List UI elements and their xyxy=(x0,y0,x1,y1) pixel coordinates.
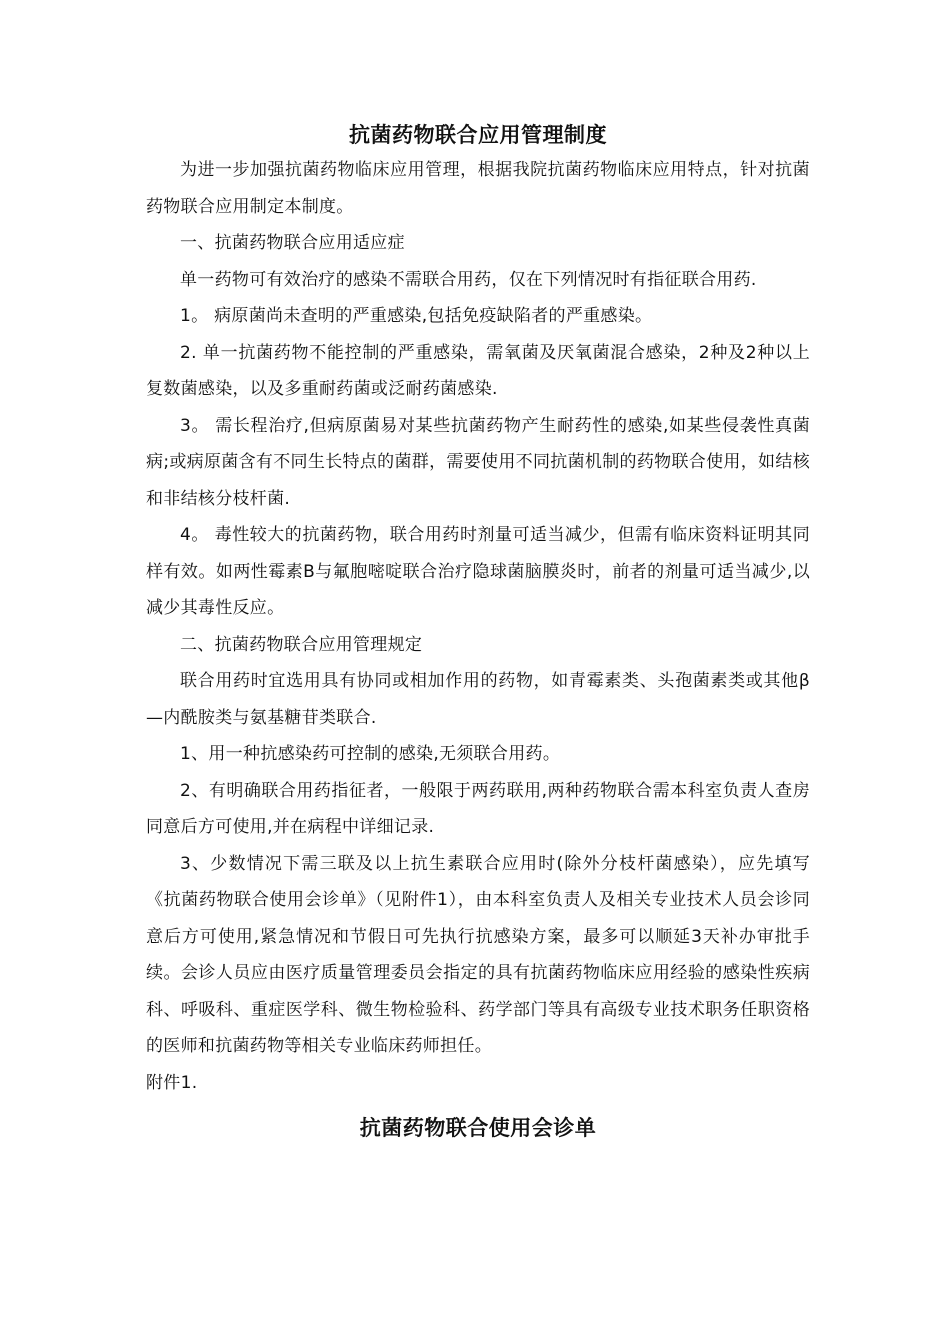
section-heading-regulations: 二、抗菌药物联合应用管理规定 xyxy=(180,634,423,655)
list-item-4: 4。 毒性较大的抗菌药物，联合用药时剂量可适当减少，但需有临床资料证明其同样有效。如两性霉素B与氟胞嘧啶联合治疗隐球菌脑膜炎时，前者的剂量可适当减少,以减少其毒性反应。 xyxy=(146,525,810,618)
list-item-2: 2. 单一抗菌药物不能控制的严重感染，需氧菌及厌氧菌混合感染，2种及2种以上复数菌感染，以及多重耐药菌或泛耐药菌感染. xyxy=(146,342,810,399)
rule-item-1: 1、用一种抗感染药可控制的感染,无须联合用药。 xyxy=(180,744,561,764)
paragraph-single-drug: 单一药物可有效治疗的感染不需联合用药，仅在下列情况时有指征联合用药. xyxy=(180,269,757,290)
section-heading-indications: 一、抗菌药物联合应用适应症 xyxy=(180,233,405,253)
attachment-label: 附件1. xyxy=(146,1072,198,1093)
document-page xyxy=(146,118,810,1145)
paragraph-combination: 联合用药时宜选用具有协同或相加作用的药物，如青霉素类、头孢菌素类或其他β—内酰胺类与氨基糖苷类联合. xyxy=(146,671,810,728)
list-item-1: 1。 病原菌尚未查明的严重感染,包括免疫缺陷者的严重感染。 xyxy=(180,306,653,326)
attachment-title: 抗菌药物联合使用会诊单 xyxy=(359,1116,597,1140)
document-title: 抗菌药物联合应用管理制度 xyxy=(349,123,607,147)
list-item-3: 3。 需长程治疗,但病原菌易对某些抗菌药物产生耐药性的感染,如某些侵袭性真菌病;或病原菌含有不同生长特点的菌群，需要使用不同抗菌机制的药物联合使用，如结核和非结核分枝杆菌. xyxy=(146,415,810,509)
rule-item-2: 2、有明确联合用药指征者，一般限于两药联用,两种药物联合需本科室负责人查房同意后方可使用,并在病程中详细记录. xyxy=(146,780,810,837)
rule-item-3: 3、少数情况下需三联及以上抗生素联合应用时(除外分枝杆菌感染），应先填写《抗菌药物联合使用会诊单》（见附件1），由本科室负责人及相关专业技术人员会诊同意后方可使用,紧急情况和节假日可先执行抗感染方案，最多可以顺延3天补办审批手续。会诊人员应由医疗质量管理委员会指定的具有抗菌药物临床应用经验的感染性疾病科、呼吸科、重症医学科、微生物检验科、药学部门等具有高级专业技术职务任职资格的医师和抗菌药物等相关专业临床药师担任。 xyxy=(146,853,810,1056)
paragraph-intro: 为进一步加强抗菌药物临床应用管理，根据我院抗菌药物临床应用特点，针对抗菌药物联合应用制定本制度。 xyxy=(146,160,810,217)
